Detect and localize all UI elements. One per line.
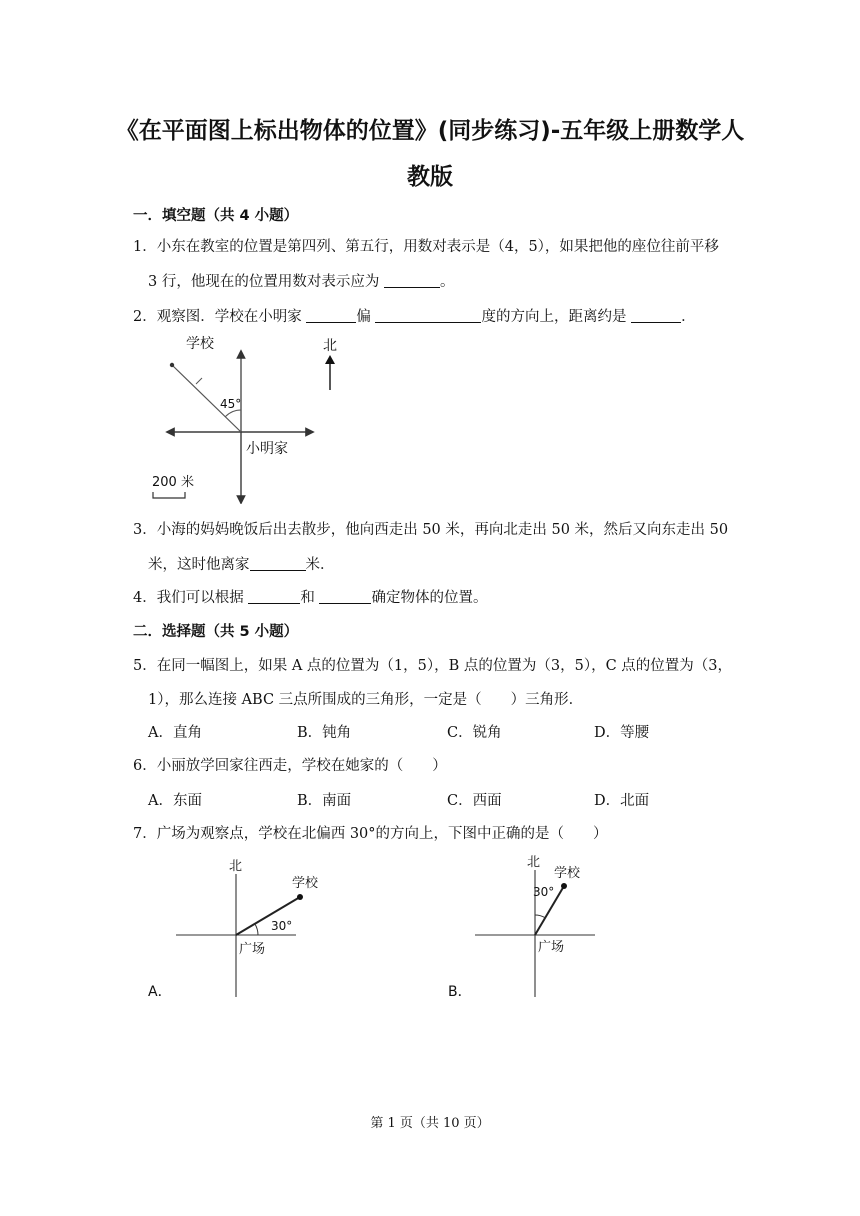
question-7-line1: 7．广场为观察点，学校在北偏西 30°的方向上，下图中正确的是（ ） xyxy=(133,826,608,842)
answer-blank[interactable] xyxy=(375,308,481,323)
question-4-part-a: 4．我们可以根据 xyxy=(133,590,249,606)
option-b-label[interactable]: B． xyxy=(448,984,472,1000)
q6-option-b[interactable]: B．南面 xyxy=(297,793,352,809)
question-1-text-a: 3 行，他现在的位置用数对表示应为 xyxy=(148,274,384,290)
answer-blank[interactable] xyxy=(384,273,440,288)
school-label: 学校 xyxy=(292,876,319,891)
question-2-part-c: 度的方向上，距离约是 xyxy=(481,309,632,325)
question-3-line1: 3．小海的妈妈晚饭后出去散步，他向西走出 50 米，再向北走出 50 米，然后又向东走出 50 xyxy=(133,522,729,538)
document-title-line1: 《在平面图上标出物体的位置》(同步练习)-五年级上册数学人 xyxy=(115,118,745,144)
question-4-text xyxy=(133,586,487,607)
question-1-line2 xyxy=(148,270,454,291)
north-label: 北 xyxy=(527,855,541,870)
answer-blank[interactable] xyxy=(250,556,306,571)
scale-label: 200 米 xyxy=(152,475,194,490)
angle-label: 30° xyxy=(533,885,555,899)
north-label: 北 xyxy=(323,338,337,354)
question-1-text-b: 。 xyxy=(439,274,455,290)
q5-option-a[interactable]: A．直角 xyxy=(148,725,202,741)
q7-diagram-a xyxy=(140,852,320,1002)
question-5-line2: 1），那么连接 ABC 三点所围成的三角形，一定是（ ）三角形． xyxy=(148,692,584,708)
document-title-line2: 教版 xyxy=(407,164,453,190)
option-a-label[interactable]: A． xyxy=(148,984,172,1000)
school-label: 学校 xyxy=(554,866,581,881)
q6-option-d[interactable]: D．北面 xyxy=(594,793,650,809)
school-label: 学校 xyxy=(186,336,214,352)
question-4-part-c: 确定物体的位置。 xyxy=(371,590,488,606)
question-3-text-a: 米，这时他离家 xyxy=(148,557,250,573)
angle-label: 45° xyxy=(220,397,242,411)
answer-blank[interactable] xyxy=(319,589,371,604)
question-2-part-a: 2．观察图．学校在小明家 xyxy=(133,309,307,325)
q5-option-d[interactable]: D．等腰 xyxy=(594,725,650,741)
question-2-text xyxy=(133,305,696,326)
question-3-line2 xyxy=(148,553,335,574)
question-2-part-d: ． xyxy=(681,309,696,325)
question-1-line1: 1．小东在教室的位置是第四列、第五行，用数对表示是（4，5），如果把他的座位往前平移 xyxy=(133,239,719,255)
angle-label: 30° xyxy=(271,919,293,933)
section-heading-fill-in: 一．填空题（共 4 小题） xyxy=(133,208,299,224)
page-footer: 第 1 页（共 10 页） xyxy=(370,1116,490,1131)
question-6-line1: 6．小丽放学回家往西走，学校在她家的（ ） xyxy=(133,758,447,774)
question-3-text-b: 米． xyxy=(305,557,335,573)
section-heading-multiple-choice: 二．选择题（共 5 小题） xyxy=(133,624,299,640)
q5-option-c[interactable]: C．锐角 xyxy=(447,725,502,741)
home-label: 小明家 xyxy=(246,441,288,457)
q6-option-a[interactable]: A．东面 xyxy=(148,793,202,809)
answer-blank[interactable] xyxy=(306,308,356,323)
q6-option-c[interactable]: C．西面 xyxy=(447,793,502,809)
scale-bar xyxy=(153,492,185,498)
question-5-line1: 5．在同一幅图上，如果 A 点的位置为（1，5），B 点的位置为（3，5），C 点的位置为（3， xyxy=(133,658,733,674)
square-label: 广场 xyxy=(538,940,565,955)
north-label: 北 xyxy=(229,859,243,874)
answer-blank[interactable] xyxy=(248,589,300,604)
q5-option-b[interactable]: B．钝角 xyxy=(297,725,352,741)
square-label: 广场 xyxy=(239,942,266,957)
q7-diagram-b xyxy=(440,848,620,1002)
question-4-part-b: 和 xyxy=(300,590,320,606)
answer-blank[interactable] xyxy=(631,308,681,323)
question-2-part-b: 偏 xyxy=(356,309,376,325)
north-arrow-icon xyxy=(318,334,348,394)
